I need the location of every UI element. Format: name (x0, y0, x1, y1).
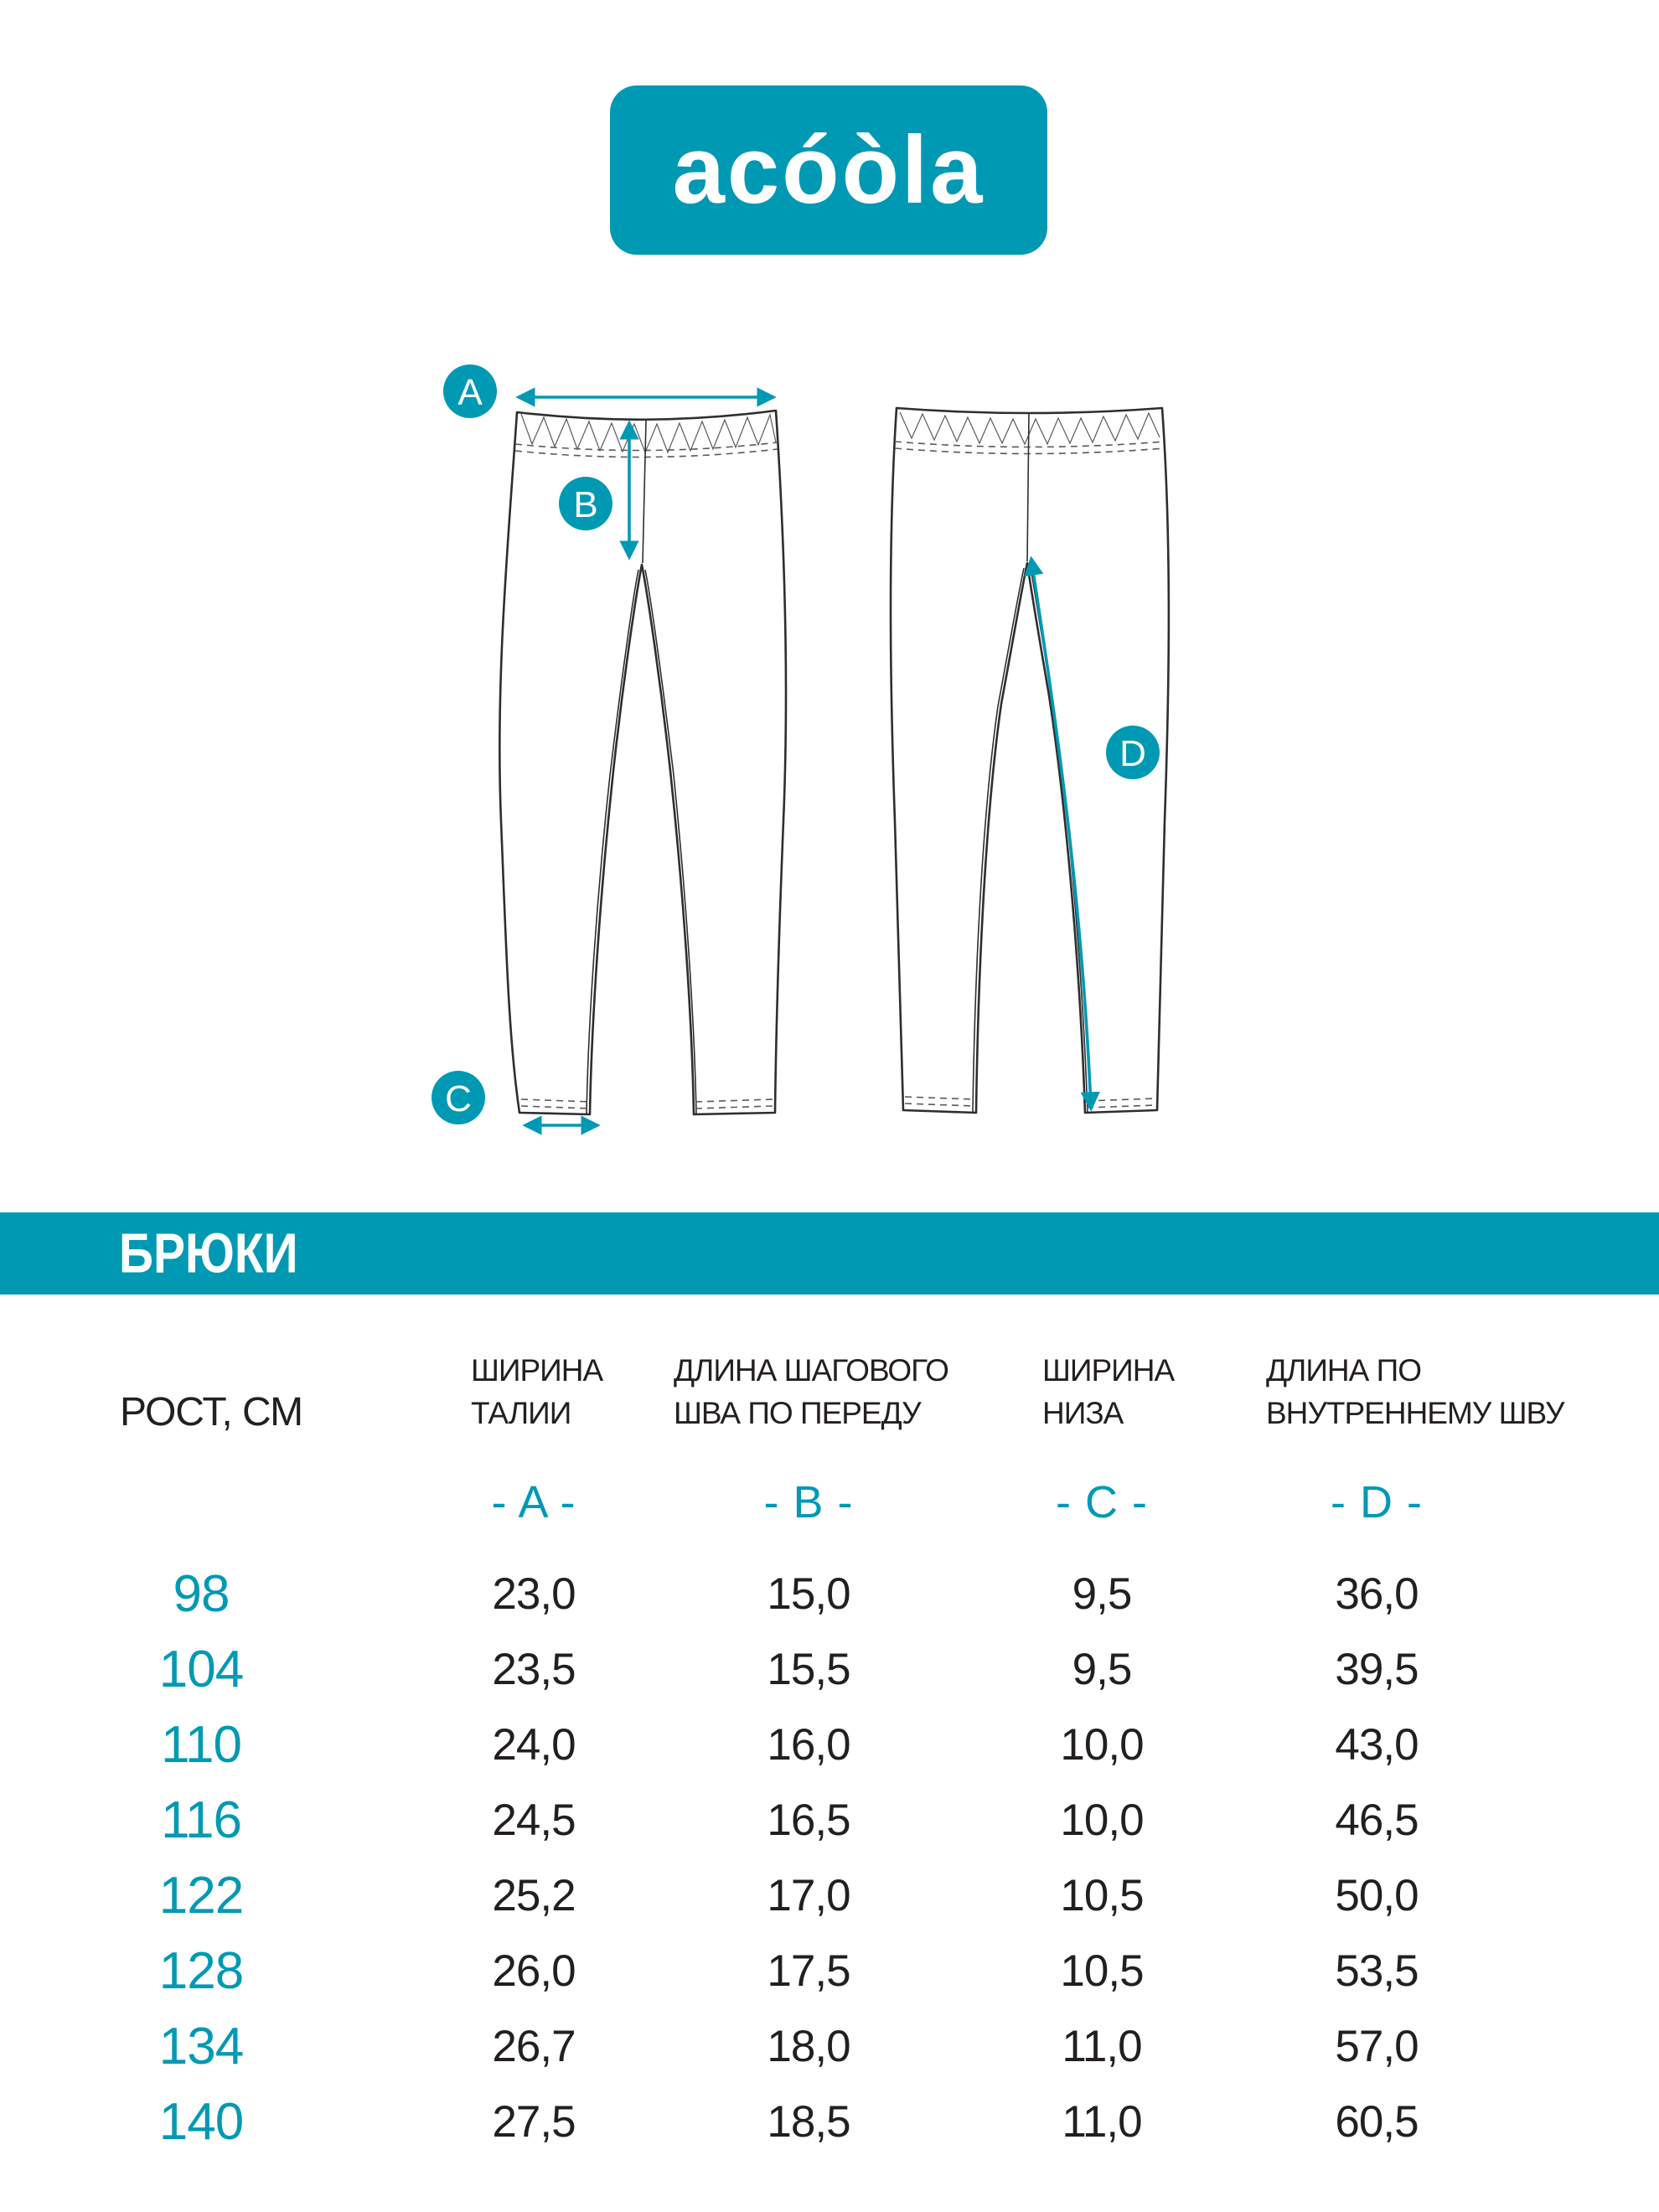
value-cell-a: 26,7 (492, 2022, 576, 2071)
value-cell-b: 17,5 (767, 1946, 850, 1996)
marker-letter-b: B (573, 484, 598, 525)
category-banner (0, 1212, 1659, 1295)
value-cell-d: 60,5 (1335, 2097, 1419, 2147)
column-header-b-line1: ДЛИНА ШАГОВОГО (674, 1353, 948, 1388)
size-cell: 134 (158, 2018, 244, 2075)
value-cell-a: 25,2 (492, 1871, 576, 1920)
column-marker-a: - A - (491, 1477, 576, 1527)
value-cell-b: 15,0 (767, 1569, 850, 1619)
column-marker-d: - D - (1331, 1477, 1423, 1527)
marker-letter-d: D (1119, 733, 1146, 774)
value-cell-a: 24,0 (492, 1720, 576, 1770)
marker-letter-a: A (457, 372, 483, 413)
value-cell-c: 10,5 (1060, 1946, 1144, 1996)
column-header-c-line2: НИЗА (1042, 1396, 1124, 1430)
brand-logo-text: acóòla (672, 116, 985, 224)
value-cell-a: 26,0 (492, 1946, 576, 1996)
value-cell-c: 11,0 (1062, 2022, 1142, 2071)
value-cell-d: 46,5 (1335, 1796, 1419, 1845)
value-cell-c: 9,5 (1072, 1569, 1132, 1619)
table-row (0, 2085, 1659, 2160)
front-silhouette (499, 411, 786, 1114)
column-header-a-line2: ТАЛИИ (471, 1396, 571, 1430)
value-cell-d: 53,5 (1335, 1946, 1419, 1996)
value-cell-d: 50,0 (1335, 1871, 1419, 1920)
value-cell-d: 39,5 (1335, 1645, 1419, 1694)
value-cell-b: 18,5 (767, 2097, 850, 2147)
value-cell-c: 11,0 (1062, 2097, 1142, 2147)
table-row (0, 1708, 1659, 1783)
value-cell-a: 24,5 (492, 1796, 576, 1845)
size-cell: 104 (158, 1641, 244, 1698)
column-header-a (471, 1349, 602, 1434)
value-cell-a: 27,5 (492, 2097, 576, 2147)
column-header-a-line1: ШИРИНА (471, 1353, 603, 1388)
table-row (0, 2009, 1659, 2085)
table-row (0, 1858, 1659, 1934)
column-header-b-line2: ШВА ПО ПЕРЕДУ (674, 1396, 921, 1430)
value-cell-d: 36,0 (1335, 1569, 1419, 1619)
column-header-d-line1: ДЛИНА ПО (1266, 1353, 1421, 1388)
value-cell-b: 16,5 (767, 1796, 850, 1845)
value-cell-c: 10,0 (1060, 1720, 1144, 1770)
size-cell: 98 (173, 1565, 230, 1623)
column-header-c-line1: ШИРИНА (1042, 1353, 1175, 1388)
value-cell-b: 15,5 (767, 1645, 850, 1694)
column-header-d-line2: ВНУТРЕННЕМУ ШВУ (1266, 1396, 1564, 1430)
table-row (0, 1557, 1659, 1632)
value-cell-b: 16,0 (767, 1720, 850, 1770)
table-row (0, 1934, 1659, 2009)
front-view (499, 397, 786, 1125)
size-cell: 140 (158, 2093, 244, 2151)
size-cell: 116 (161, 1791, 241, 1849)
pants-measurement-diagram (369, 318, 1290, 1207)
value-cell-d: 57,0 (1335, 2022, 1419, 2071)
size-cell: 110 (161, 1716, 241, 1774)
size-cell: 128 (158, 1942, 244, 2000)
column-header-c (1042, 1349, 1174, 1434)
value-cell-c: 9,5 (1072, 1645, 1132, 1694)
value-cell-c: 10,5 (1060, 1871, 1144, 1920)
table-row (0, 1632, 1659, 1708)
value-cell-a: 23,5 (492, 1645, 576, 1694)
value-cell-d: 43,0 (1335, 1720, 1419, 1770)
brand-logo (610, 85, 1047, 255)
size-cell: 122 (158, 1867, 244, 1925)
table-row (0, 1783, 1659, 1858)
marker-letter-c: C (445, 1078, 472, 1119)
value-cell-b: 17,0 (767, 1871, 850, 1920)
table-row-header: РОСТ, СМ (120, 1390, 303, 1434)
column-header-b (674, 1349, 948, 1434)
category-title: БРЮКИ (119, 1222, 298, 1285)
column-marker-c: - C - (1056, 1477, 1148, 1527)
column-marker-b: - B - (763, 1477, 854, 1527)
value-cell-a: 23,0 (492, 1569, 576, 1619)
value-cell-b: 18,0 (767, 2022, 850, 2071)
value-cell-c: 10,0 (1060, 1796, 1144, 1845)
column-header-d (1266, 1349, 1563, 1434)
